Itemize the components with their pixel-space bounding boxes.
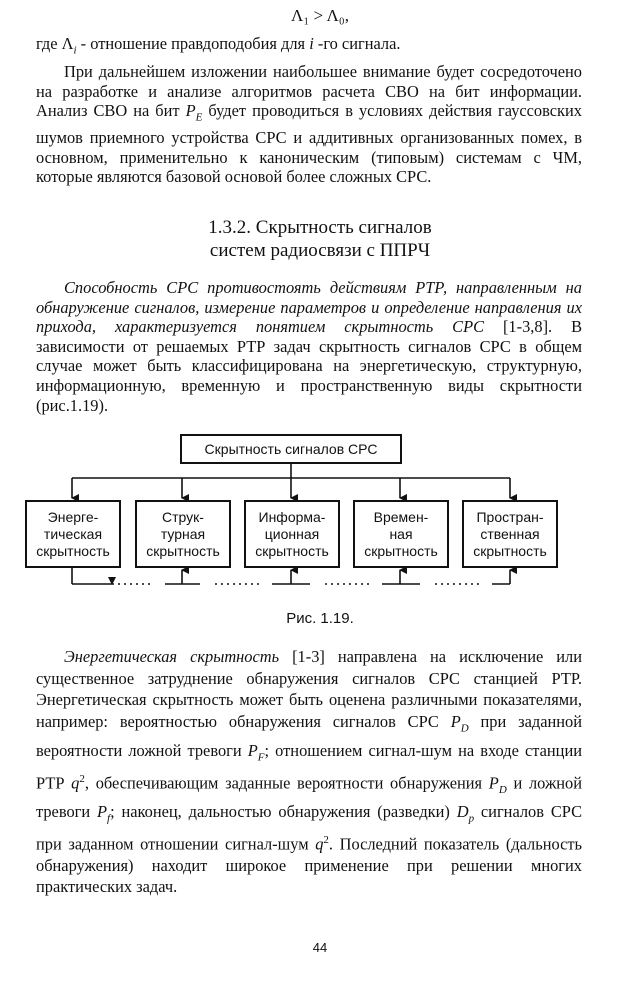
text: и ложной тревоги <box>36 773 583 821</box>
text: [1-3,8]. В зависимости от решаемых РТР задач скрытность сигналов СРС в общем случае может быть классифицирована на энергетическую, структурную, информационную, временную и пространственную виды скрытности (рис.1.19). <box>36 317 582 415</box>
paragraph-analysis <box>36 62 582 187</box>
box-line: турная <box>160 525 206 542</box>
text: при заданной вероятности ложной тревоги <box>36 711 582 760</box>
superscript: 2 <box>323 833 329 846</box>
box-text <box>364 509 438 560</box>
text: где Λ <box>36 34 74 53</box>
text: . Последний показатель (дальность обнаружения) находит широкое применение при решении многих практических задач. <box>36 834 582 897</box>
box-line: Простран- <box>476 508 544 525</box>
text: -го сигнала. <box>313 34 401 53</box>
symbol: P <box>450 711 461 731</box>
box-line: скрытность <box>473 542 547 559</box>
italic-text: Энергетическая скрытность <box>64 647 280 666</box>
box-line: ционная <box>264 525 320 542</box>
formula-line: Λ₁ > Λ₀, <box>291 6 349 25</box>
superscript: 2 <box>79 772 85 785</box>
symbol: i <box>309 34 314 53</box>
box-text <box>36 509 110 560</box>
subscript: F <box>257 750 265 763</box>
symbol: P <box>488 773 499 792</box>
box-line: Энерге- <box>47 508 99 525</box>
italic-text: Способность СРС противостоять действиям РТР, направленным на обнаружение сигналов, измерение параметров и определение направления их прихода, характеризуется понятием скрытность СРС <box>36 278 582 337</box>
paragraph-likelihood <box>36 34 582 61</box>
box-line: скрытность <box>364 542 438 559</box>
page-number: 44 <box>312 940 328 955</box>
text: При дальнейшем изложении наибольшее внимание будет сосредоточено на разработке и анализе алгоритмов расчета СВО на бит информации. Анализ СВО на бит <box>36 62 582 121</box>
text: ; отношением сигнал-шум на входе станции РТР <box>36 740 582 792</box>
diagram-box-time <box>353 500 449 568</box>
box-line: Информа- <box>258 508 326 525</box>
box-text <box>255 509 329 560</box>
box-line: Времен- <box>373 508 429 525</box>
text: будет проводиться в условиях действия гауссовских шумов приемного устройства СРС и аддитивных организованных помех, в основном, применительно к каноническим (типовым) системам с ЧМ, которые являются базовой основой более сложных СРС. <box>36 101 582 187</box>
symbol: P <box>97 801 108 821</box>
text: ; наконец, дальностью обнаружения (разведки) <box>110 801 457 821</box>
box-text <box>146 509 220 560</box>
diagram-box-energy <box>25 500 121 568</box>
diagram-box-structure <box>135 500 231 568</box>
symbol: q <box>71 773 80 792</box>
paragraph-energy-secrecy <box>36 646 582 898</box>
box-line: скрытность <box>36 542 110 559</box>
symbol: D <box>456 801 469 821</box>
heading-line-1: 1.3.2. Скрытность сигналов <box>208 217 432 238</box>
section-heading <box>0 216 640 262</box>
diagram-box-secrecy <box>180 434 402 464</box>
symbol: q <box>315 834 324 854</box>
subscript: D <box>460 722 469 735</box>
box-text <box>473 509 547 560</box>
box-line: скрытность <box>146 542 220 559</box>
box-line: ная <box>389 525 413 542</box>
box-label: Скрытность сигналов СРС <box>204 440 378 457</box>
diagram-box-space <box>462 500 558 568</box>
diagram-box-information <box>244 500 340 568</box>
subscript: p <box>468 812 475 825</box>
box-line: ственная <box>480 525 540 542</box>
box-line: скрытность <box>255 542 329 559</box>
symbol: P <box>185 101 196 121</box>
text: - отношение правдоподобия для <box>76 34 310 53</box>
subscript: f <box>107 812 111 825</box>
figure-caption: Рис. 1.19. <box>286 610 354 627</box>
text: сигналов СРС при заданном отношении сигнал-шум <box>36 801 583 854</box>
text: [1-3] направлена на исключение или существенное затруднение обнаружения сигналов СРС станцией РТР. Энергетическая скрытность может быть оценена различными показателями, например: вероятностью обнаружения сигналов СРС <box>36 647 583 731</box>
text: , обеспечивающим заданные вероятности обнаружения <box>84 773 489 792</box>
symbol: P <box>247 740 258 760</box>
box-line: тическая <box>43 525 103 542</box>
subscript: E <box>195 111 203 124</box>
paragraph-secrecy <box>36 278 582 415</box>
box-line: Струк- <box>162 508 204 525</box>
subscript: i <box>73 44 77 57</box>
subscript: D <box>498 783 507 796</box>
heading-line-2: систем радиосвязи с ППРЧ <box>209 240 431 261</box>
